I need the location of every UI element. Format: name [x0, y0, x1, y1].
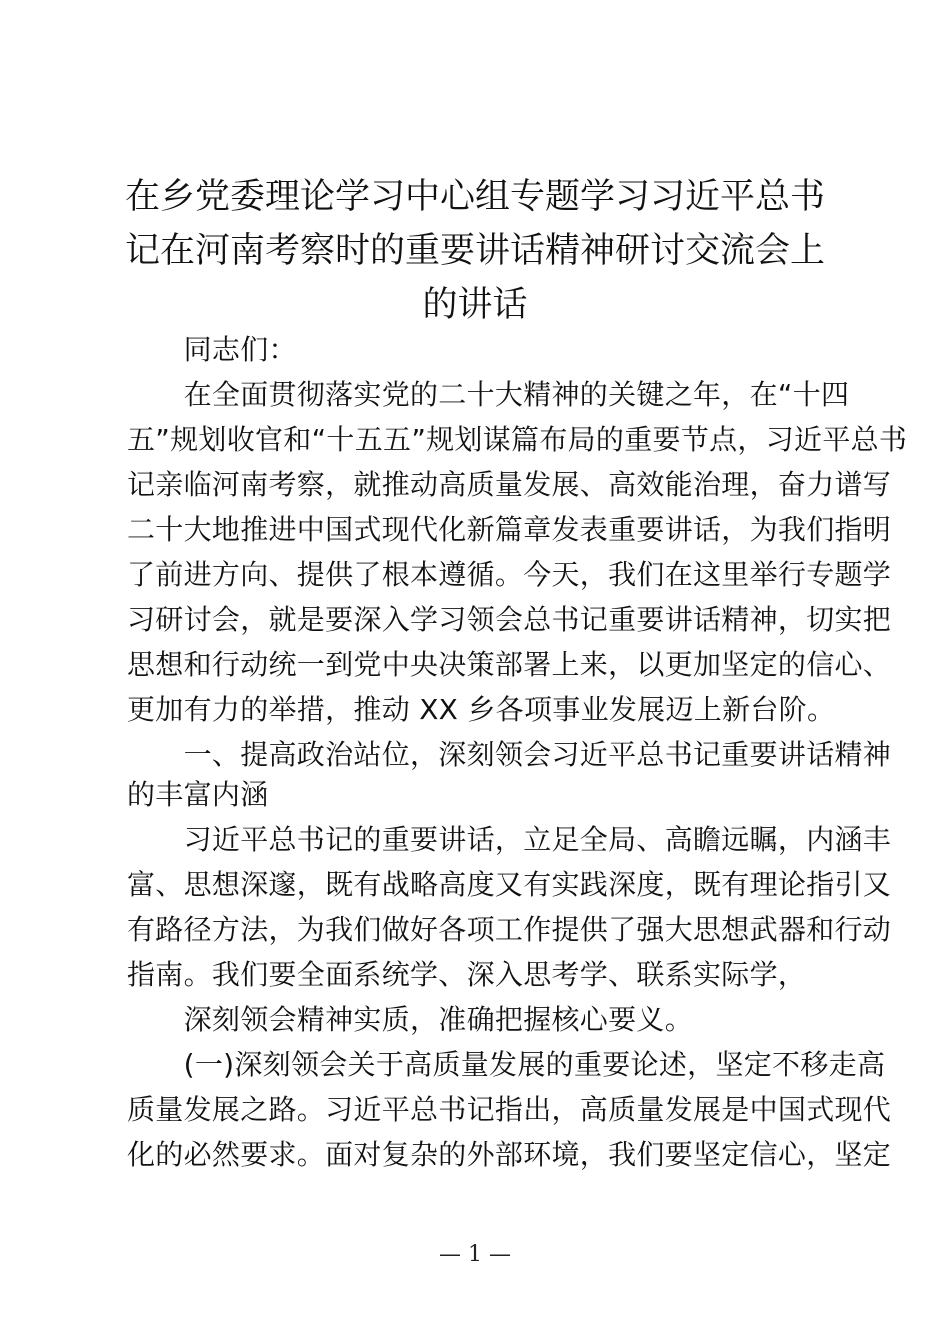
section-heading-line: 一、提高政治站位，深刻领会习近平总书记重要讲话精神 — [127, 738, 892, 771]
body-line: 记亲临河南考察，就推动高质量发展、高效能治理，奋力谱写 — [127, 468, 892, 501]
body-line: 习研讨会，就是要深入学习领会总书记重要讲话精神，切实把 — [127, 603, 892, 636]
title-line: 在乡党委理论学习中心组专题学习习近平总书 — [124, 177, 825, 217]
body-line: 质量发展之路。习近平总书记指出，高质量发展是中国式现代 — [127, 1093, 892, 1126]
body-line: 二十大地推进中国式现代化新篇章发表重要讲话，为我们指明 — [127, 513, 892, 546]
body-line: 了前进方向、提供了根本遵循。今天，我们在这里举行专题学 — [127, 558, 892, 591]
body-line: 同志们： — [127, 333, 297, 366]
body-line: 思想和行动统一到党中央决策部署上来，以更加坚定的信心、 — [127, 648, 892, 681]
title-line: 的讲话 — [422, 285, 528, 325]
body-line: (一)深刻领会关于高质量发展的重要论述，坚定不移走高 — [127, 1048, 886, 1081]
title-line: 记在河南考察时的重要讲话精神研讨交流会上 — [124, 231, 825, 271]
body-line: 有路径方法，为我们做好各项工作提供了强大思想武器和行动 — [127, 913, 892, 946]
document-title — [120, 170, 830, 332]
body-line: 更加有力的举措，推动 XX 乡各项事业发展迈上新台阶。 — [127, 693, 836, 726]
page-number: — 1 — — [439, 1242, 511, 1267]
body-line: 化的必然要求。面对复杂的外部环境，我们要坚定信心，坚定 — [127, 1138, 892, 1171]
section-heading-line: 的丰富内涵 — [127, 778, 269, 811]
body-line: 深刻领会精神实质，准确把握核心要义。 — [127, 1003, 694, 1036]
body-line: 在全面贯彻落实党的二十大精神的关键之年，在“十四 — [127, 378, 850, 411]
body-line: 富、思想深邃，既有战略高度又有实践深度，既有理论指引又 — [127, 868, 892, 901]
body-line: 指南。我们要全面系统学、深入思考学、联系实际学， — [127, 958, 807, 991]
body-line: 五”规划收官和“十五五”规划谋篇布局的重要节点，习近平总书 — [127, 423, 908, 456]
body-line: 习近平总书记的重要讲话，立足全局、高瞻远瞩，内涵丰 — [127, 823, 892, 856]
